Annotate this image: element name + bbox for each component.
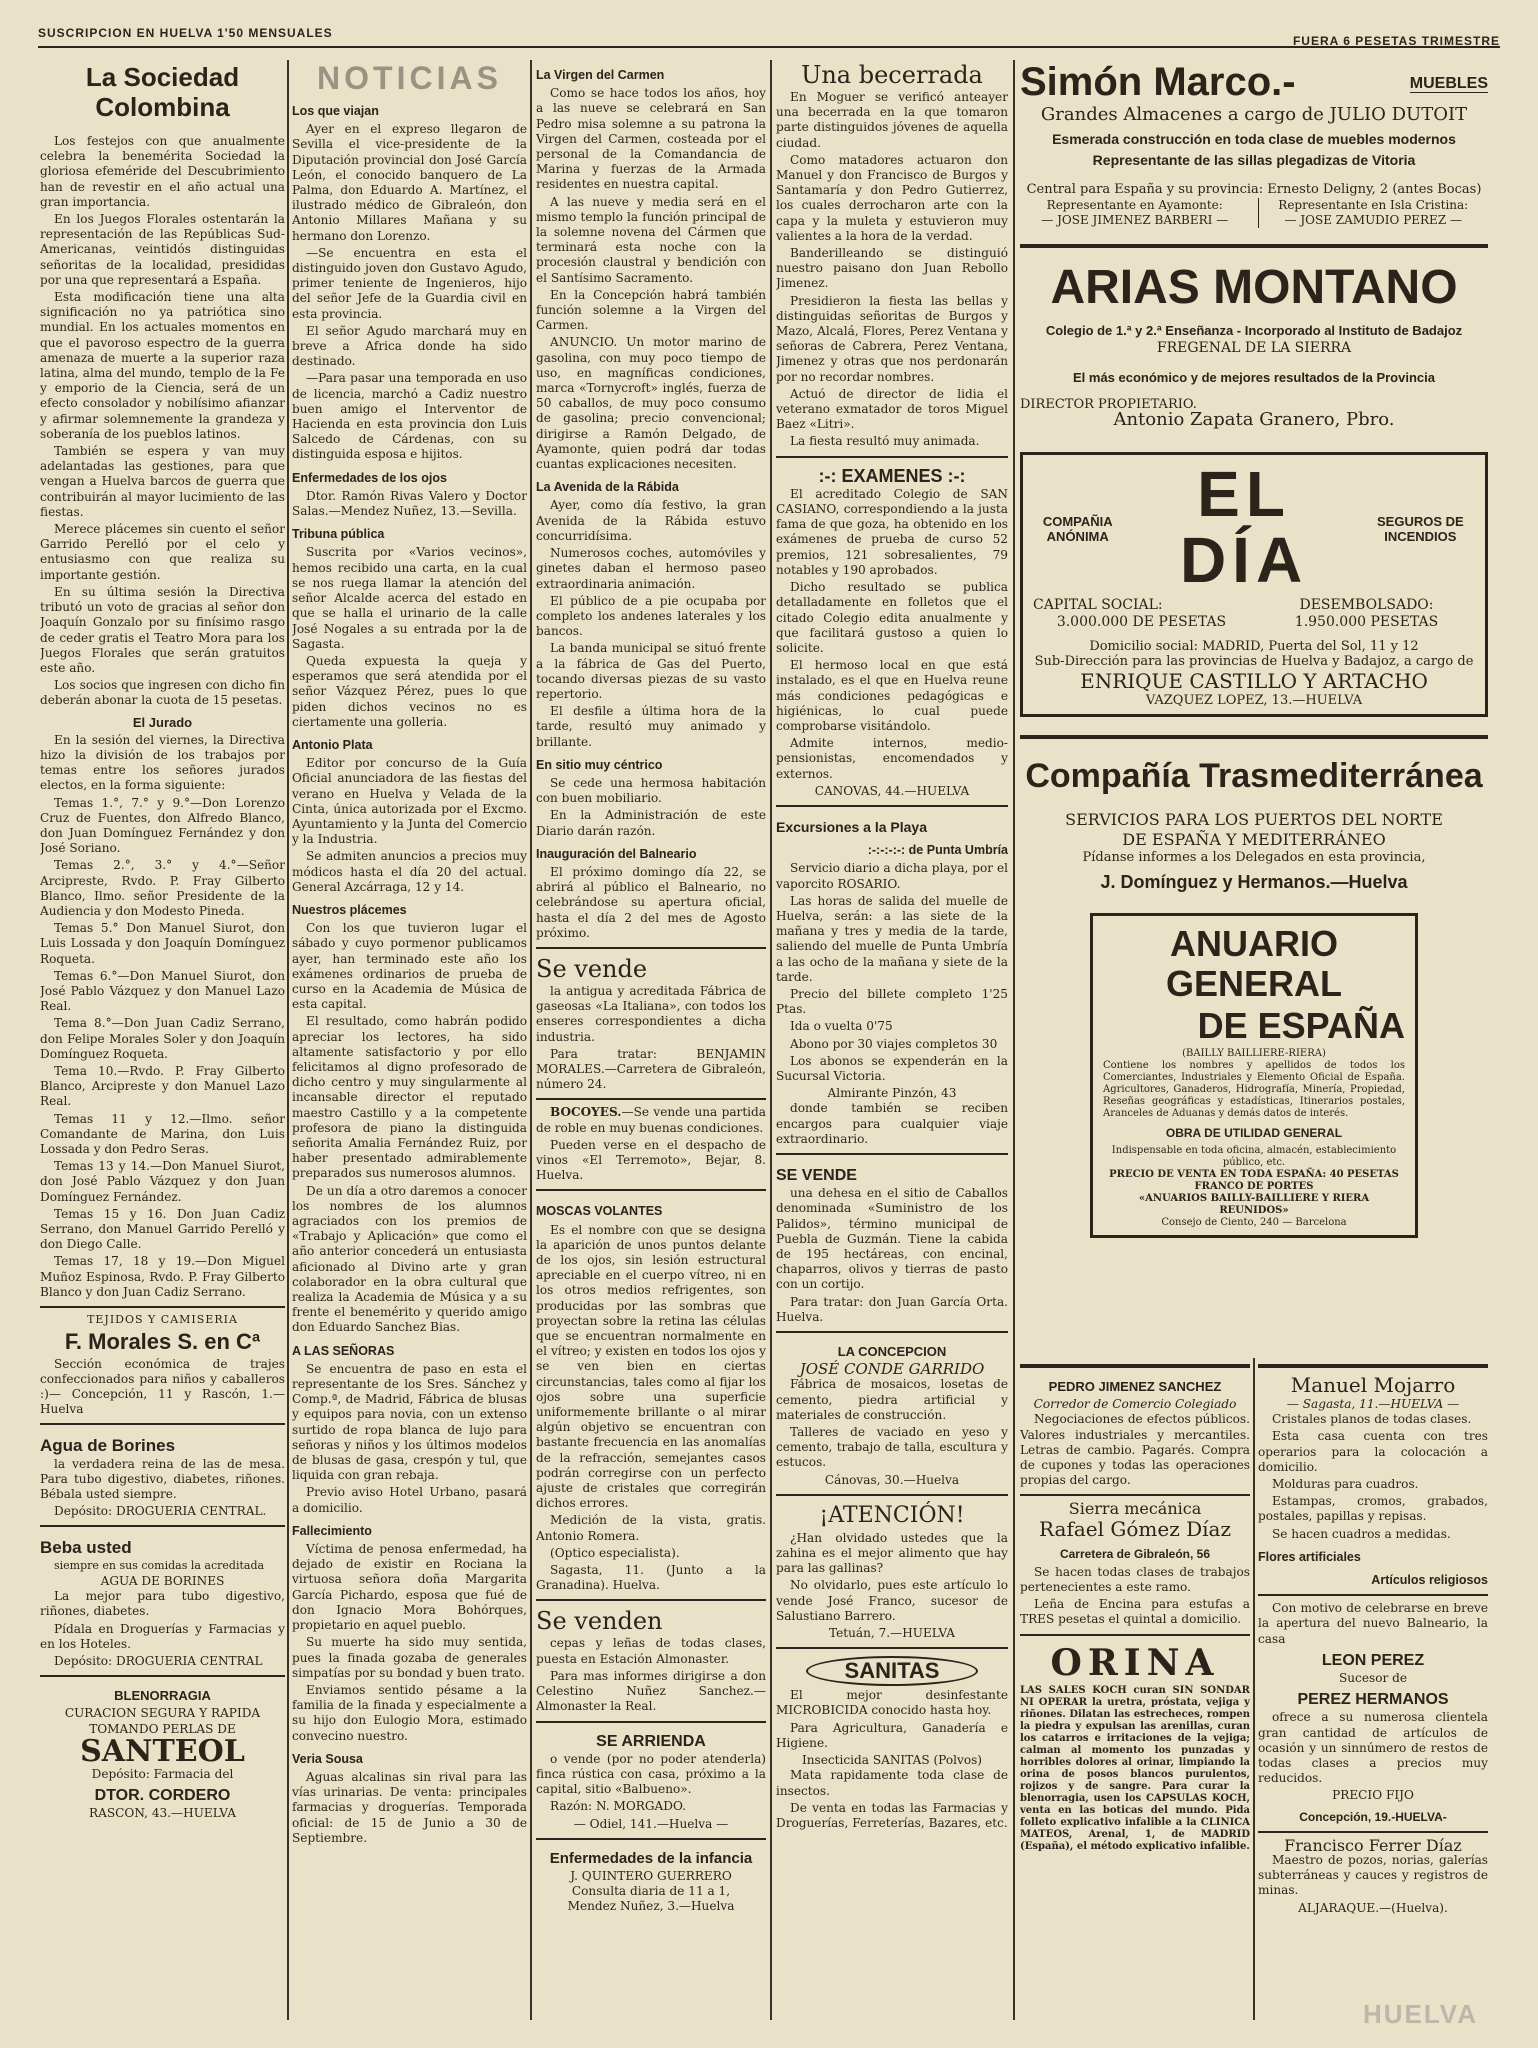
ad-text: Cristales planos de todas clases. bbox=[1272, 1412, 1472, 1427]
ad-name: MOSCAS VOLANTES bbox=[536, 1204, 663, 1219]
ad-text: Molduras para cuadros. bbox=[1272, 1477, 1419, 1492]
ad-text: Sección económica de trajes confeccionados para niños y caballeros :)— Concepción, 11 y Rascón, 1.—Huelva bbox=[40, 1356, 285, 1417]
archive-watermark: HUELVA bbox=[1362, 1999, 1478, 2029]
ad-text: Admite internos, medio-pensionistas, encomendados y externos. bbox=[776, 736, 1008, 781]
ad-line: — JOSE ZAMUDIO PEREZ — bbox=[1284, 212, 1462, 227]
ad-text: Razón: N. MORGADO. bbox=[550, 1799, 686, 1814]
ad-line: BLENORRAGIA bbox=[114, 1688, 211, 1704]
paragraph: —Para pasar una temporada en uso de licencia, marchó a Cadiz nuestro buen amigo el Interventor de Hacienda en esta provincia don Luis Salcedo de Cárdenas, con su distinguida esposa e hijitos. bbox=[292, 371, 527, 462]
ad-concepcion bbox=[776, 1331, 1008, 1488]
ad-role: Corredor de Comercio Colegiado bbox=[1033, 1397, 1237, 1412]
ad-kicker: Sierra mecánica bbox=[1068, 1499, 1202, 1519]
ad-name: Rafael Gómez Díaz bbox=[1039, 1516, 1231, 1541]
ad-line: DTOR. CORDERO bbox=[94, 1787, 231, 1805]
paragraph: Temas 2.°, 3.° y 4.°—Señor Arcipreste, Rvdo. P. Fray Gilberto Blanco, Ilmo. señor Presidente de la Audiencia y don Modesto Pineda. bbox=[40, 858, 285, 918]
paragraph: Se encuentra de paso en esta el representante de los Sres. Sánchez y Comp.ª, de Madrid, Fábrica de blusas y equipos para novia, con un extenso surtido de ropa blanca de lujo para señoras y niños y los últimos modelos de blusas de gasa, crespón y tul, que liquida con gran rebaja. bbox=[292, 1361, 527, 1483]
ad-name: Simón Marco.- bbox=[1020, 60, 1296, 104]
subscription-local: SUSCRIPCION EN HUELVA 1'50 MENSUALES bbox=[38, 26, 333, 40]
ad-text: Es el nombre con que se designa la aparición de unos puntos delante de los ojos, sin lesión estructural apreciable en el cuerpo vítreo, ni en los otros medios refrigentes, son producidas por las sombras que proyectan sobre la retina las células que se encuentran normalmente en el vítreo; y existen en todos los ojos y se ven bien en ciertas circunstancias, tales como al fijar los ojos sobre una superficie uniformemente brillante o al mirar algún objetivo se encuentran con bastante frecuencia en las anomalías de la refracción, semejantes casos podrán corregirse con un perfecto ajuste de cristales que corregirán dichos errores. bbox=[536, 1222, 766, 1511]
ad-name: Francisco Ferrer Díaz bbox=[1284, 1835, 1462, 1855]
ad-text: De venta en todas las Farmacias y Droguerías, Ferreterías, Bazares, etc. bbox=[776, 1800, 1008, 1830]
paragraph: Como se hace todos los años, hoy a las nueve se celebrará en San Pedro misa solemne a su patrona la Virgen del Carmen, costeada por el personal de la Comandancia de Marina y fuerzas de la Armada residentes en nuestra capital. bbox=[536, 86, 766, 192]
paragraph: Los socios que ingresen con dicho fin deberán abonar la cuota de 15 pesetas. bbox=[40, 678, 285, 708]
ad-dehesa bbox=[776, 1153, 1008, 1325]
paragraph: El desfile a última hora de la tarde, resultó muy animado y brillante. bbox=[536, 704, 766, 749]
paragraph: Aguas alcalinas sin rival para las vías urinarias. De venta: principales farmacias y droguerías. Temporada oficial: de 15 de Junio a 30 de Septiembre. bbox=[292, 1769, 527, 1845]
news-heading: En sitio muy céntrico bbox=[536, 757, 663, 772]
ad-text: El hermoso local en que está instalado, es el que en Huelva reune más condiciones pedagógicas e higiénicas, lo cual puede comprobarse visitándolo. bbox=[776, 658, 1008, 733]
ad-line: Flores artificiales bbox=[1258, 1549, 1361, 1564]
ad-text: Consulta diaria de 11 a 1, bbox=[571, 1884, 731, 1899]
paragraph: Temas 13 y 14.—Don Manuel Siurot, don José Pablo Vázquez y don Juan Domínguez Fernández. bbox=[40, 1159, 285, 1204]
ad-text: la antigua y acreditada Fábrica de gaseosas «La Italiana», con todos los enseres correspondientes a dicha industria. bbox=[536, 983, 766, 1044]
ad-line: DIRECTOR PROPIETARIO. bbox=[1020, 397, 1197, 413]
paragraph: Ayer en el expreso llegaron de Sevilla el vice-presidente de la Diputación provincial don José García León, el conocido banquero de La Palma, don Eduardo A. Martínez, el ilustrado médico de Gibraleón, don Antonio Millares Mañana y su hermano don Lorenzo. bbox=[292, 122, 527, 243]
column-5-right bbox=[1258, 1358, 1488, 2018]
paragraph: Temas 5.° Don Manuel Siurot, don Luis Lossada y don Joaquín Domínguez Roqueta. bbox=[40, 921, 285, 966]
ad-text: Sagasta, 11. (Junto a la Granadina). Huelva. bbox=[536, 1563, 766, 1593]
ad-name: ORINA bbox=[1050, 1641, 1220, 1684]
ad-simon-marco bbox=[1020, 60, 1488, 228]
paragraph: Merece plácemes sin cuento el señor Garrido Perelló por el celo y entusiasmo con que realiza su importante gestión. bbox=[40, 522, 285, 582]
paragraph: La banda municipal se situó frente a la fábrica de Gas del Puerto, tocando diversas piezas de su vasto repertorio. bbox=[536, 641, 766, 701]
ad-text: Se hacen todas clases de trabajos pertenecientes a este ramo. bbox=[1020, 1564, 1250, 1595]
ad-doctor: J. QUINTERO GUERRERO bbox=[570, 1868, 732, 1883]
column-5-ads bbox=[1020, 60, 1488, 1350]
paragraph: Temas 1.°, 7.° y 9.°—Don Lorenzo Cruz de Fuentes, don Alfredo Blanco, don Juan Domínguez Fernández y don José Soriano. bbox=[40, 795, 285, 856]
paragraph: En su última sesión la Directiva tributó un voto de gracias al señor don Joaquín Gonzalo por su finísimo rasgo de ceder gratis el Teatro Mora para los Juegos Florales que serán gratuitos este año. bbox=[40, 584, 285, 675]
ad-santeol bbox=[40, 1675, 285, 1821]
ad-text: Para mas informes dirigirse a don Celestino Nuñez Sanchez.—Almonaster la Real. bbox=[536, 1668, 766, 1714]
ad-line: Consejo de Ciento, 240 — Barcelona bbox=[1161, 1216, 1347, 1228]
ad-line: — JOSE JIMENEZ BARBERI — bbox=[1041, 212, 1229, 227]
news-heading: Fallecimiento bbox=[292, 1523, 372, 1538]
ad-value: 1.950.000 PESETAS bbox=[1294, 613, 1439, 630]
ad-text: Mata rapidamente toda clase de insectos. bbox=[776, 1768, 1008, 1798]
ad-label: DESEMBOLSADO: bbox=[1299, 596, 1434, 613]
masthead bbox=[38, 22, 1500, 48]
ad-text: Ida o vuelta 0'75 bbox=[790, 1019, 893, 1034]
ad-text: (Optico especialista). bbox=[550, 1545, 680, 1560]
article-title: Una becerrada bbox=[801, 61, 983, 89]
ad-name: Se venden bbox=[536, 1607, 663, 1636]
paragraph: Editor por concurso de la Guía Oficial anunciadora de las fiestas del verano en Huelva y Velada de la Cinta, única autorizada por el Excmo. Ayuntamiento y la Junta del Comercio y la Industria. bbox=[292, 756, 527, 847]
ad-address: Concepción, 19.-HUELVA- bbox=[1299, 1809, 1447, 1824]
ad-line: SEGUROS DE INCENDIOS bbox=[1376, 513, 1464, 545]
ad-text: La mejor para tubo digestivo, riñones, diabetes. bbox=[40, 1589, 285, 1619]
ad-arias-montano bbox=[1020, 244, 1488, 431]
ad-name-2: :-:-:-:-: de Punta Umbría bbox=[867, 843, 1008, 858]
paragraph: En los Juegos Florales ostentarán la representación de las Repúblicas Sud-Americanas, veintidós distinguidas señoritas de la localidad, presididas por una que representará a España. bbox=[40, 212, 285, 287]
ad-examenes bbox=[776, 456, 1008, 799]
ad-kicker: TEJIDOS Y CAMISERIA bbox=[87, 1313, 238, 1327]
ad-text: Leña de Encina para estufas a TRES pesetas el quintal a domicilio. bbox=[1020, 1597, 1250, 1627]
news-items bbox=[292, 104, 527, 1846]
ad-name: Agua de Borines bbox=[40, 1436, 176, 1456]
ad-address: Tetuán, 7.—HUELVA bbox=[828, 1626, 956, 1641]
paragraph: Temas 17, 18 y 19.—Don Miguel Muñoz Espinosa, Rvdo. P. Fray Gilberto Blanco y don Juan Cadiz Serrano. bbox=[40, 1254, 285, 1299]
ad-text: la verdadera reina de las de mesa. Para tubo digestivo, diabetes, riñones. Bébala usted siempre. bbox=[40, 1456, 285, 1501]
ad-text: ¿Han olvidado ustedes que la zahina es el mejor alimento que hay para las gallinas? bbox=[776, 1530, 1008, 1576]
ad-se-venden bbox=[536, 1599, 766, 1714]
ad-text: Esta casa cuenta con tres operarios para la colocación a domicilio. bbox=[1258, 1429, 1488, 1474]
ad-text: Medición de la vista, gratis. Antonio Romera. bbox=[536, 1513, 766, 1543]
ad-line: «ANUARIOS BAILLY-BAILLIERE Y RIERA REUNIDOS» bbox=[1138, 1192, 1370, 1216]
ad-infancia bbox=[536, 1838, 766, 1915]
ad-name: EL DÍA bbox=[1179, 457, 1309, 596]
ad-line: DE ESPAÑA Y MEDITERRÁNEO bbox=[1122, 830, 1386, 850]
ad-name: LA CONCEPCION bbox=[837, 1344, 947, 1360]
news-heading: La Virgen del Carmen bbox=[536, 68, 665, 82]
ad-text: Con motivo de celebrarse en breve la apertura del nuevo Balneario, la casa bbox=[1258, 1601, 1488, 1646]
ad-sierra bbox=[1020, 1494, 1250, 1627]
ad-line: Indispensable en toda oficina, almacén, establecimiento público, etc. bbox=[1111, 1144, 1397, 1168]
paragraph: En la Administración de este Diario darán razón. bbox=[536, 808, 766, 838]
ad-morales bbox=[40, 1306, 285, 1417]
paragraph: También se espera y van muy adelantadas las gestiones, para que vengan a Huelva barcos de guerra que contribuirán al mayor lucimiento de las fiestas. bbox=[40, 444, 285, 519]
paragraph: —Se encuentra en esta el distinguido joven don Gustavo Agudo, primer teniente de Ingenieros, hijo del señor Jefe de la Guardia civil en esta provincia. bbox=[292, 245, 527, 321]
ad-moscas bbox=[536, 1189, 766, 1593]
ad-text: Dicho resultado se publica detalladamente en folletos que el citado Colegio edita anualmente y que facilitará gustoso a quien lo solicite. bbox=[776, 580, 1008, 655]
paragraph: Como matadores actuaron don Manuel y don Francisco de Burgos y Santamaría y don Pedro Gutierrez, los cuales derrocharon arte con la capa y la muleta y estuvieron muy valientes a la hora de la verdad. bbox=[776, 152, 1008, 243]
ad-text: Fábrica de mosaicos, losetas de cemento, piedra artificial y materiales de construcción. bbox=[776, 1377, 1008, 1422]
paragraph: Presidieron la fiesta las bellas y distinguidas señoritas de Burgos y Mazo, Alcalá, Flores, Perez Ventana y señoras de Cabrera, Perez Ventana, Jimenez y otras que nos perdonarán por no recordar nombres. bbox=[776, 293, 1008, 384]
paragraph: Actuó de director de lidia el veterano exmatador de toros Miguel Baez «Litri». bbox=[776, 386, 1008, 432]
ad-name: Se vende bbox=[536, 954, 648, 983]
ad-line: Domicilio social: MADRID, Puerta del Sol, 11 y 12 bbox=[1089, 638, 1419, 654]
ad-address: Mendez Nuñez, 3.—Huelva bbox=[567, 1899, 735, 1914]
ad-name: Manuel Mojarro bbox=[1290, 1373, 1456, 1397]
ad-line: COMPAÑIA ANÓNIMA bbox=[1042, 513, 1113, 545]
ad-line: Representante de las sillas plegadizas de Vitoria bbox=[1092, 152, 1416, 169]
paragraph: Se admiten anuncios a precios muy módicos hasta el día 20 del actual. General Azcárraga, 12 y 14. bbox=[292, 849, 527, 894]
paragraph: El próximo domingo día 22, se abrirá al público el Balneario, no celebrándose su apertura oficial, hasta el día 2 del mes de Agosto próximo. bbox=[536, 864, 766, 940]
section-heading: El Jurado bbox=[132, 714, 193, 730]
paragraph: En la sesión del viernes, la Directiva hizo la división de los trabajos por temas entre los señores jurados electos, en la forma siguiente: bbox=[40, 732, 285, 793]
ad-line: Esmerada construcción en toda clase de muebles modernos bbox=[1052, 131, 1456, 147]
ad-line: PRECIO DE VENTA EN TODA ESPAÑA: 40 PESETAS FRANCO DE PORTES bbox=[1109, 1168, 1399, 1192]
ad-tag: MUEBLES bbox=[1409, 75, 1488, 93]
ad-text: LAS SALES KOCH curan SIN SONDAR NI OPERAR la uretra, próstata, vejiga y riñones. Dilatan las estrecheces, rompen la piedra y expulsan las arenillas, curan los catarros e irritaciones de la vejiga; calman al momento los punzadas y horribles dolores al orinar, limpiando la orina de posos blancos purulentos, rojizos y de sangre. Para curar la blenorragia, usen los CAPSULAS KOCH, venta en las boticas del mundo. Pida folleto explicativo infalible a la CLINICA MATEOS, Arenal, 1, de MADRID (España), el método explicativo infalible. bbox=[1020, 1684, 1250, 1852]
paragraph: El público de a pie ocupaba por completo los andenes laterales y los bancos. bbox=[536, 593, 766, 639]
paragraph: Dtor. Ramón Rivas Valero y Doctor Salas.—Mendez Nuñez, 13.—Sevilla. bbox=[292, 488, 527, 519]
ad-atencion bbox=[776, 1494, 1008, 1641]
ad-name: Excursiones a la Playa bbox=[776, 818, 927, 835]
ad-name-2: PEREZ HERMANOS bbox=[1297, 1691, 1449, 1709]
ad-el-dia bbox=[1020, 452, 1488, 718]
ad-trasmediterranea bbox=[1020, 735, 1488, 893]
ad-text: cepas y leñas de todas clases, puesta en Estación Almonaster. bbox=[536, 1636, 766, 1666]
ad-line: Representante en Ayamonte: bbox=[1046, 197, 1223, 212]
ad-text: Pueden verse en el despacho de vinos «El Terremoto», Bejar, 8. Huelva. bbox=[536, 1137, 766, 1183]
column-rule bbox=[1253, 1358, 1255, 2020]
ad-text: Para Agricultura, Ganadería e Higiene. bbox=[776, 1720, 1008, 1750]
ad-text: Contiene los nombres y apellidos de todos los Comerciantes, Industriales y Elemento Oficial de España. Agricultores, Ganaderos, Hidrografía, Minería, Propiedad, Reseñas geográficas y estadísticas, Itinerarios postales, Aranceles de Aduanas y demás datos de interés. bbox=[1103, 1060, 1405, 1120]
ad-aside: siempre en sus comidas la acreditada bbox=[54, 1558, 265, 1572]
ad-text: Talleres de vaciado en yeso y cemento, trabajo de talla, escultura y estucos. bbox=[776, 1425, 1008, 1470]
ad-line: Sub-Dirección para las provincias de Huelva y Badajoz, a cargo de bbox=[1034, 653, 1474, 669]
ad-label: CAPITAL SOCIAL: bbox=[1033, 596, 1163, 613]
ad-name: Compañía Trasmediterránea bbox=[1025, 757, 1483, 796]
ad-text: Abono por 30 viajes completos 30 bbox=[790, 1036, 998, 1051]
paragraph: La fiesta resultó muy animada. bbox=[790, 434, 980, 449]
ad-line: Depósito: Farmacia del bbox=[91, 1766, 234, 1781]
ad-text: o vende (por no poder atenderla) finca rústica con casa, próximo a la capital, sitio «Balbueno». bbox=[536, 1751, 766, 1797]
ad-line: Representante en Isla Cristina: bbox=[1278, 197, 1469, 212]
ad-text: El mejor desinfestante MICROBICIDA conocido hasta hoy. bbox=[776, 1688, 1008, 1718]
ad-text: Precio del billete completo 1'25 Ptas. bbox=[776, 986, 1008, 1017]
ad-line: Grandes Almacenes a cargo de JULIO DUTOIT bbox=[1040, 104, 1468, 125]
ad-line: Antonio Zapata Granero, Pbro. bbox=[1113, 409, 1395, 431]
ad-bocoyes bbox=[536, 1098, 766, 1183]
subscription-outside: FUERA 6 PESETAS TRIMESTRE bbox=[1292, 34, 1500, 48]
ad-beba bbox=[40, 1525, 285, 1669]
ad-text: Para tratar: don Juan García Orta. Huelva. bbox=[776, 1294, 1008, 1324]
ad-name: ARIAS MONTANO bbox=[1050, 260, 1458, 314]
ad-name-2: DE ESPAÑA bbox=[1197, 1005, 1405, 1047]
ad-owner: JOSÉ CONDE GARRIDO bbox=[799, 1360, 985, 1379]
ad-sanitas bbox=[776, 1647, 1008, 1831]
ad-contact: Para tratar: BENJAMIN MORALES.—Carretera de Gibraleón, número 24. bbox=[536, 1046, 766, 1092]
ad-line: (BAILLY BAILLIERE-RIERA) bbox=[1182, 1048, 1326, 1060]
ad-product: AGUA DE BORINES bbox=[100, 1574, 225, 1589]
ad-orina bbox=[1020, 1634, 1250, 1853]
ad-text: Las horas de salida del muelle de Huelva, serán: a las siete de la mañana y tres y media de la tarde, saliendo del muelle de Punta Umbría a las ocho de la mañana y siete de la tarde. bbox=[776, 893, 1008, 984]
ad-value: 3.000.000 DE PESETAS bbox=[1056, 613, 1227, 630]
ad-mojarro bbox=[1258, 1364, 1488, 1588]
ad-line: Sucesor de bbox=[1338, 1671, 1407, 1686]
ad-name: LEON PEREZ bbox=[1321, 1651, 1425, 1669]
paragraph: Tema 10.—Rvdo. P. Fray Gilberto Blanco, Arcipreste y don Manuel Lazo Real. bbox=[40, 1063, 285, 1109]
paragraph: Temas 15 y 16. Don Juan Cadiz Serrano, don Manuel Garrido Perelló y don Diego Calle. bbox=[40, 1206, 285, 1252]
column-1 bbox=[40, 60, 285, 2020]
section-title: NOTICIAS bbox=[317, 60, 502, 96]
ad-name: SANITAS bbox=[806, 1656, 978, 1686]
ad-name: BOCOYES. bbox=[550, 1105, 622, 1120]
ad-name: ANUARIO GENERAL bbox=[1165, 923, 1342, 1005]
ad-name: ¡ATENCIÓN! bbox=[819, 1502, 965, 1528]
ad-address: ALJARAQUE.—(Huelva). bbox=[1298, 1900, 1448, 1915]
paragraph: Temas 6.°—Don Manuel Siurot, don José Pablo Vázquez y don Manuel Lazo Real. bbox=[40, 968, 285, 1014]
ad-line: SERVICIOS PARA LOS PUERTOS DEL NORTE bbox=[1065, 810, 1443, 830]
ad-borines bbox=[40, 1423, 285, 1519]
paragraph: En Moguer se verificó anteayer una becerrada en la que tomaron parte distinguidos jóvenes de aquella ciudad. bbox=[776, 90, 1008, 150]
ad-text: El acreditado Colegio de SAN CASIANO, correspondiendo a la justa fama de que goza, ha obtenido en los exámenes de prueba de curso 52 premios, 121 sobresalientes, 79 notables y 190 aprobados. bbox=[776, 486, 1008, 577]
paragraph: Ayer, como día festivo, la gran Avenida de la Rábida estuvo concurridísima. bbox=[536, 498, 766, 543]
ad-name: SE VENDE bbox=[776, 1167, 857, 1184]
ad-line: Pídanse informes a los Delegados en esta provincia, bbox=[1082, 850, 1426, 866]
ad-line: OBRA DE UTILIDAD GENERAL bbox=[1165, 1126, 1343, 1141]
ad-text: —Se vende una partida de roble en muy buenas condiciones. bbox=[536, 1105, 766, 1135]
ad-address: CANOVAS, 44.—HUELVA bbox=[814, 783, 970, 798]
news-heading: A LAS SEÑORAS bbox=[292, 1343, 395, 1358]
ad-text: una dehesa en el sitio de Caballos denominada «Suministro de los Palidos», término municipal de Puebla de Guzmán. Tiene la cabida de 195 hectáreas, con encinal, chaparros, olivos y tierras de pasto con un cortijo. bbox=[776, 1186, 1008, 1292]
paragraph: Víctima de penosa enfermedad, ha dejado de existir en Rociana la virtuosa señora doña Margarita García Pichardo, esposa que fué de don Ignacio Mora Bohórques, propietario en aquel pueblo. bbox=[292, 1542, 527, 1633]
ad-text: donde también se reciben encargos para cualquier viaje extraordinario. bbox=[776, 1101, 1008, 1146]
ad-line: Central para España y su provincia: Ernesto Deligny, 2 (antes Bocas) bbox=[1026, 182, 1482, 198]
paragraph: Queda expuesta la queja y esperamos que será atendida por el señor Vázquez Pérez, pues lo que piden dichos vecinos no es ciertamente una golleria. bbox=[292, 653, 527, 729]
ad-line: J. Domínguez y Hermanos.—Huelva bbox=[1100, 872, 1408, 893]
column-5-left bbox=[1020, 1358, 1250, 2018]
article-title: La Sociedad Colombina bbox=[85, 62, 240, 122]
ad-ferrer bbox=[1258, 1831, 1488, 1916]
ad-line: TOMANDO PERLAS DE bbox=[89, 1721, 236, 1736]
ad-excursiones bbox=[776, 805, 1008, 1147]
ad-deposit: Depósito: DROGUERIA CENTRAL bbox=[54, 1654, 263, 1669]
ad-text: Se hacen cuadros a medidas. bbox=[1272, 1526, 1451, 1541]
column-rule bbox=[1013, 60, 1015, 2020]
news-heading: La Avenida de la Rábida bbox=[536, 480, 679, 495]
ad-sub: Insecticida SANITAS (Polvos) bbox=[801, 1753, 983, 1768]
ad-text: Negociaciones de efectos públicos. Valores industriales y mercantiles. Letras de cambio. Pagarés. Compra de cupones y todas las operaciones propias del cargo. bbox=[1020, 1412, 1250, 1488]
paragraph: Se cede una hermosa habitación con buen mobiliario. bbox=[536, 775, 766, 806]
column-2 bbox=[292, 60, 527, 2020]
ad-text: No olvidarlo, pues este artículo lo vende José Franco, sucesor de Salustiano Barrero. bbox=[776, 1578, 1008, 1623]
news-heading: Tribuna pública bbox=[292, 527, 385, 542]
paragraph: Banderilleando se distinguió nuestro paisano don Juan Rebollo Jimenez. bbox=[776, 246, 1008, 291]
column-rule bbox=[770, 60, 772, 2020]
news-items bbox=[536, 68, 766, 941]
ad-line: PRECIO FIJO bbox=[1332, 1788, 1414, 1803]
column-rule bbox=[530, 60, 532, 2020]
column-rule bbox=[287, 60, 289, 2020]
paragraph: Suscrita por «Varios vecinos», hemos recibido una carta, en la cual se nos ruega llamar la atención del señor Alcalde acerca del estado en que se halla el urinario de la calle José Nogales a su entrada por la de Sagasta. bbox=[292, 545, 527, 651]
ad-name: Beba usted bbox=[40, 1538, 132, 1558]
ad-arrienda bbox=[536, 1721, 766, 1832]
ad-name: Enfermedades de la infancia bbox=[549, 1849, 753, 1867]
news-heading: Veria Sousa bbox=[292, 1751, 363, 1766]
paragraph: Previo aviso Hotel Urbano, pasará a domicilio. bbox=[292, 1485, 527, 1515]
paragraph: Con los que tuvieron lugar el sábado y cuyo pormenor publicamos ayer, han terminado este año los exámenes ordinarios de prueba de curso en la Academia de Música de esta capital. bbox=[292, 921, 527, 1012]
ad-address: Carretera de Gibraleón, 56 bbox=[1059, 1546, 1211, 1561]
paragraph: El señor Agudo marchará muy en breve a Africa donde ha sido destinado. bbox=[292, 323, 527, 369]
column-4 bbox=[776, 60, 1008, 2020]
ad-name: :-: EXAMENES :-: bbox=[818, 465, 966, 486]
paragraph: El resultado, como habrán podido apreciar los lectores, ha sido altamente satisfactorio y por ello felicitamos al digno profesorado de dicho centro y muy singularmente al incansable director el reputado maestro Castillo y a la competente profesora de piano la distinguida señorita Amalia Fernández Ruiz, por haber presentado admirablemente preparados sus numerosos alumnos. bbox=[292, 1014, 527, 1181]
column-3 bbox=[536, 60, 766, 2020]
ad-address: — Odiel, 141.—Huelva — bbox=[573, 1816, 729, 1831]
ad-text: Pídala en Droguerías y Farmacias y en los Hoteles. bbox=[40, 1621, 285, 1651]
ad-address: Almirante Pinzón, 43 bbox=[827, 1086, 957, 1101]
ad-address: — Sagasta, 11.—HUELVA — bbox=[1286, 1397, 1460, 1411]
paragraph: Temas 11 y 12.—Ilmo. señor Comandante de Marina, don Luis Lossada y don Pedro Seras. bbox=[40, 1111, 285, 1156]
ad-leon-perez bbox=[1258, 1594, 1488, 1825]
ad-name: F. Morales S. en Cª bbox=[64, 1328, 261, 1354]
news-heading: Nuestros plácemes bbox=[292, 902, 407, 917]
paragraph: De un día a otro daremos a conocer los nombres de los alumnos agraciados con los premios de «Trabajo y Aplicación» que como el año anterior concederá un entusiasta aficionado al Divino arte y gran colaborador en la obra cultural que realiza la Academia de Música y a su frente el benemérito y querido amigo don Eduardo Sanchez Bias. bbox=[292, 1183, 527, 1335]
paragraph: Los festejos con que anualmente celebra la benemérita Sociedad la gloriosa efeméride del Descubrimiento han de revestir en el año actual una gran importancia. bbox=[40, 134, 285, 209]
news-heading: Enfermedades de los ojos bbox=[292, 470, 447, 485]
ad-line: RASCON, 43.—HUELVA bbox=[89, 1806, 236, 1821]
ad-anuario bbox=[1090, 913, 1418, 1237]
ad-line: CURACION SEGURA Y RAPIDA bbox=[64, 1706, 261, 1721]
ad-line: Artículos religiosos bbox=[1371, 1573, 1488, 1588]
paragraph: Enviamos sentido pésame a la familia de la finada y especialmente a su hijo don Eulogio Mora, estimado convecino nuestro. bbox=[292, 1682, 527, 1743]
ad-text: Estampas, cromos, grabados, postales, papillas y repisas. bbox=[1258, 1494, 1488, 1524]
ad-name: PEDRO JIMENEZ SANCHEZ bbox=[1048, 1379, 1222, 1394]
ad-name: SE ARRIENDA bbox=[596, 1732, 706, 1750]
ad-text: Los abonos se expenderán en la Sucursal Victoria. bbox=[776, 1053, 1008, 1083]
paragraph: En la Concepción habrá también función solemne a la Virgen del Carmen. bbox=[536, 287, 766, 333]
ad-text: Servicio diario a dicha playa, por el vaporcito ROSARIO. bbox=[776, 861, 1008, 891]
ad-line: FREGENAL DE LA SIERRA bbox=[1156, 339, 1352, 356]
ad-text: Maestro de pozos, norias, galerías subterráneas y cauces y registros de minas. bbox=[1258, 1853, 1488, 1898]
paragraph: Numerosos coches, automóviles y ginetes daban el hermoso paseo extraordinaria animación. bbox=[536, 546, 766, 591]
ad-deposit: Depósito: DROGUERIA CENTRAL. bbox=[54, 1504, 267, 1519]
news-heading: Antonio Plata bbox=[292, 737, 373, 752]
paragraph: A las nueve y media será en el mismo templo la función principal de la solemne novena del Cármen que terminará esta noche con la procesión claustral y bendición con el Santísimo Sacramento. bbox=[536, 194, 766, 285]
paragraph: ANUNCIO. Un motor marino de gasolina, con muy poco tiempo de uso, en magníficas condiciones, marca «Tornycroft» inglés, fuerza de 50 caballos, de muy poco consumo de gasolina; precio convencional; dirigirse a Ramón Delgado, de Ayamonte, quien podrá dar todas cuantas explicaciones necesiten. bbox=[536, 335, 766, 472]
ad-line: Colegio de 1.ª y 2.ª Enseñanza - Incorporado al Instituto de Badajoz bbox=[1045, 322, 1463, 338]
ad-text: ofrece a su numerosa clientela gran cantidad de artículos de ocasión y un sinnúmero de restos de todas clases a precios muy reducidos. bbox=[1258, 1710, 1488, 1786]
ad-line: El más económico y de mejores resultados de la Provincia bbox=[1073, 370, 1435, 386]
ad-se-vende bbox=[536, 947, 766, 1092]
paragraph: Esta modificación tiene una alta significación no ya patriótica sino mundial. En los actuales momentos en que el pavoroso espectro de la guerra amenaza de muerte a la superior raza latina, alma del mundo, templo de la Fe y emporio de la Ciencia, será de un efecto consolador y nobilísimo afianzar y afirmar solemnemente la grandeza y soberanía de los pueblos latinos. bbox=[40, 290, 285, 441]
paragraph: Tema 8.°—Don Juan Cadiz Serrano, don Felipe Morales Soler y don Joaquín Domínguez Roqueta. bbox=[40, 1016, 285, 1061]
news-heading: Los que viajan bbox=[292, 104, 379, 118]
ad-line: VAZQUEZ LOPEZ, 13.—HUELVA bbox=[1145, 693, 1363, 709]
news-heading: Inauguración del Balneario bbox=[536, 846, 697, 861]
ad-pedro-jimenez bbox=[1020, 1364, 1250, 1488]
paragraph: Su muerte ha sido muy sentida, pues la finada gozaba de generales simpatías por su bondad y buen trato. bbox=[292, 1635, 527, 1680]
ad-address: Cánovas, 30.—Huelva bbox=[824, 1472, 960, 1487]
ad-line: ENRIQUE CASTILLO Y ARTACHO bbox=[1080, 669, 1428, 694]
ad-name: SANTEOL bbox=[80, 1733, 245, 1769]
